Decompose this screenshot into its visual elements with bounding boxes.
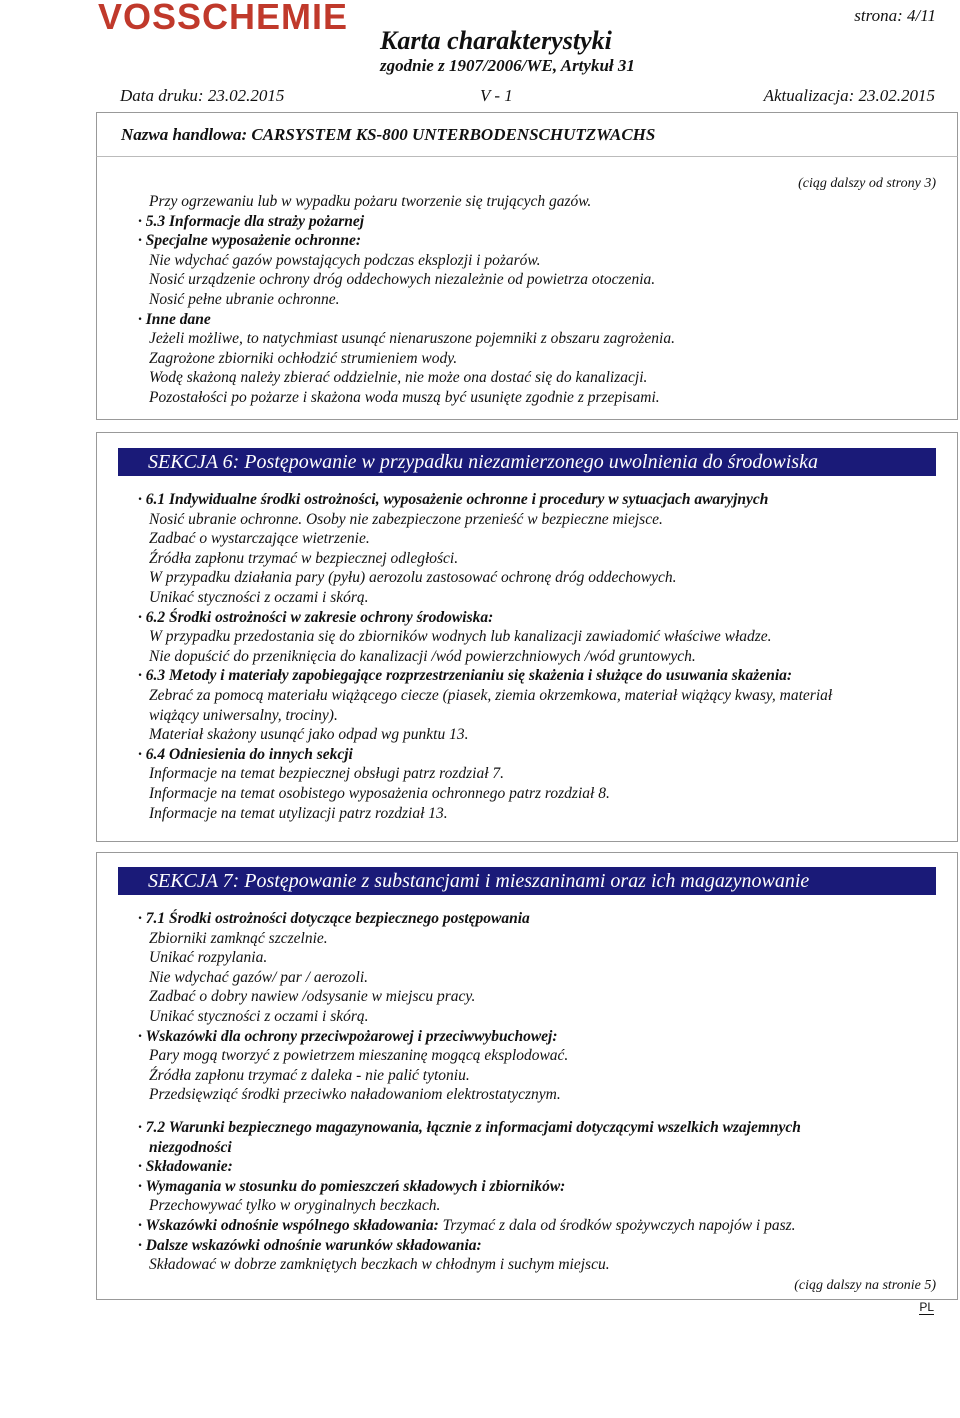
text-line: · Dalsze wskazówki odnośnie warunków składowania: (138, 1236, 482, 1254)
company-logo: VOSSCHEMIE (98, 0, 349, 37)
text-line: W przypadku działania pary (pyłu) aerozolu zastosować ochronę dróg oddechowych. (149, 569, 677, 587)
text-line: · 7.2 Warunki bezpiecznego magazynowania, łącznie z informacjami dotyczącymi wszelkich wzajemnych (138, 1119, 801, 1136)
text-line: Przedsięwziąć środki przeciwko naładowaniom elektrostatycznym. (149, 1086, 561, 1104)
text-line: Pozostałości po pożarze i skażona woda muszą być usunięte zgodnie z przepisami. (149, 388, 660, 406)
text-line: Nosić urządzenie ochrony dróg oddechowych niezależnie od powietrza otoczenia. (149, 271, 656, 289)
meta-row (120, 86, 935, 108)
text-line: · Inne dane (138, 310, 211, 328)
print-date: Data druku: 23.02.2015 (120, 86, 285, 105)
text-line: Przy ogrzewaniu lub w wypadku pożaru tworzenie się trujących gazów. (149, 193, 592, 210)
section5-text (138, 192, 675, 408)
text-line: Unikać styczności z oczami i skórą. (149, 588, 369, 606)
text-line: Nosić ubranie ochronne. Osoby nie zabezpieczone przenieść w bezpieczne miejsce. (149, 510, 663, 528)
text-line: · 6.2 Środki ostrożności w zakresie ochrony środowiska: (138, 608, 494, 626)
continued-from: (ciąg dalszy od strony 3) (798, 176, 936, 191)
text-line: W przypadku przedostania się do zbiorników wodnych lub kanalizacji zawiadomić właściwe władze. (149, 628, 772, 646)
document-subtitle: zgodnie z 1907/2006/WE, Artykuł 31 (380, 56, 635, 75)
text-line: niezgodności (149, 1138, 232, 1156)
text-line: Nie dopuścić do przeniknięcia do kanalizacji /wód powierzchniowych /wód gruntowych. (149, 647, 696, 665)
text-line: Wodę skażoną należy zbierać oddzielnie, nie może ona dostać się do kanalizacji. (149, 369, 648, 387)
document-title: Karta charakterystyki (380, 26, 612, 55)
text-line: Źródła zapłonu trzymać z daleka - nie palić tytoniu. (149, 1066, 470, 1084)
text-line: Unikać rozpylania. (149, 949, 268, 967)
text-line: Pary mogą tworzyć z powietrzem mieszaninę mogącą eksplodować. (149, 1047, 569, 1065)
text-line: · Składowanie: (138, 1158, 233, 1176)
text-line: Zagrożone zbiorniki ochłodzić strumieniem wody. (149, 349, 458, 367)
text-line (138, 1216, 801, 1236)
text-line: wiążący uniwersalny, trociny). (149, 706, 338, 724)
page-number: strona: 4/11 (854, 6, 936, 25)
text-line: Źródła zapłonu trzymać w bezpiecznej odległości. (149, 549, 459, 567)
trade-name-box (96, 112, 958, 157)
text-line: Informacje na temat bezpiecznej obsługi patrz rozdział 7. (149, 765, 505, 783)
section7-title: SEKCJA 7: Postępowanie z substancjami i mieszaninami oraz ich magazynowanie (118, 867, 936, 895)
text-line: · 7.1 Środki ostrożności dotyczące bezpiecznego postępowania (138, 910, 530, 927)
section6-title: SEKCJA 6: Postępowanie w przypadku niezamierzonego uwolnienia do środowiska (118, 448, 936, 476)
text-line: · Wskazówki dla ochrony przeciwpożarowej i przeciwwybuchowej: (138, 1027, 558, 1045)
text-line: Jeżeli możliwe, to natychmiast usunąć nienaruszone pojemniki z obszaru zagrożenia. (149, 330, 675, 348)
text-line: · 6.3 Metody i materiały zapobiegające rozprzestrzenianiu się skażenia i służące do usuwania skażenia: (138, 667, 793, 685)
text-line: Informacje na temat utylizacji patrz rozdział 13. (149, 804, 448, 822)
text-line: Informacje na temat osobistego wyposażenia ochronnego patrz rozdział 8. (149, 784, 610, 802)
text-line: Zadbać o wystarczające wietrzenie. (149, 530, 370, 548)
section7-text-b (138, 1118, 801, 1275)
text-line: · Specjalne wyposażenie ochronne: (138, 232, 362, 250)
text-line: Nie wdychać gazów powstających podczas eksplozji i pożarów. (149, 251, 541, 269)
text-line: · 6.4 Odniesienia do innych sekcji (138, 745, 353, 763)
language-code: PL (919, 1300, 934, 1314)
section6-text (138, 490, 832, 823)
text-line: Przechowywać tylko w oryginalnych beczkach. (149, 1197, 441, 1215)
text-line: · Wymagania w stosunku do pomieszczeń składowych i zbiorników: (138, 1177, 566, 1195)
update-date: Aktualizacja: 23.02.2015 (763, 86, 935, 105)
text-line: · 6.1 Indywidualne środki ostrożności, wyposażenie ochronne i procedury w sytuacjach awaryjnych (138, 491, 769, 508)
text-line: Unikać styczności z oczami i skórą. (149, 1007, 369, 1025)
trade-name: Nazwa handlowa: CARSYSTEM KS-800 UNTERBODENSCHUTZWACHS (121, 125, 656, 144)
text-line-label: · Wskazówki odnośnie wspólnego składowania: (138, 1216, 439, 1234)
continued-to: (ciąg dalszy na stronie 5) (794, 1278, 936, 1293)
text-line: · 5.3 Informacje dla straży pożarnej (138, 212, 365, 230)
text-line: Zadbać o dobry nawiew /odsysanie w miejscu pracy. (149, 988, 476, 1006)
text-line: Nosić pełne ubranie ochronne. (149, 290, 340, 308)
text-line: Zbiorniki zamknąć szczelnie. (149, 929, 328, 947)
text-line: Składować w dobrze zamkniętych beczkach w chłodnym i suchym miejscu. (149, 1256, 610, 1274)
text-line: Zebrać za pomocą materiału wiążącego ciecze (piasek, ziemia okrzemkowa, materiał wiążący kwasy, materiał (149, 686, 833, 704)
section7-text-a (138, 909, 568, 1105)
text-line: Materiał skażony usunąć jako odpad wg punktu 13. (149, 726, 469, 744)
version: V - 1 (480, 86, 513, 105)
text-line: Nie wdychać gazów/ par / aerozoli. (149, 968, 368, 986)
text-line-value: Trzymać z dala od środków spożywczych napojów i pasz. (438, 1216, 796, 1234)
